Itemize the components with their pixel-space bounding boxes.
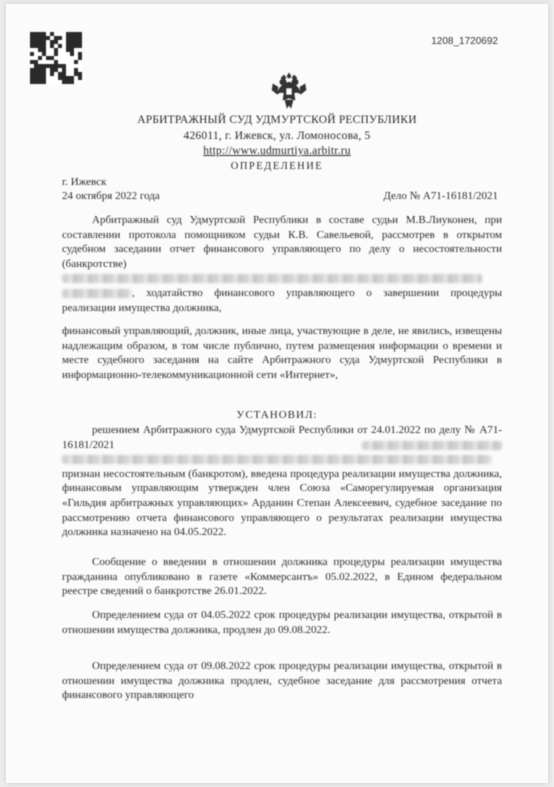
redacted-text bbox=[62, 455, 492, 464]
document-content bbox=[6, 4, 548, 783]
established-heading: УСТАНОВИЛ: bbox=[236, 409, 318, 421]
qr-code-icon bbox=[30, 32, 82, 84]
court-website-link[interactable]: http://www.udmurtiya.arbitr.ru bbox=[203, 145, 351, 157]
court-address: 426011, г. Ижевск, ул. Ломоносова, 5 bbox=[183, 130, 371, 142]
intro-text-2: финансовый управляющий, должник, иные лица, участвующие в деле, не явились, извещены надлежащим образом, в том числе публично, путем размещения информации о времени и месте судебного заседания на сайте Арбитражного суда Удмуртской Республики в информационно-телекоммуникационной сети «Интернет», bbox=[62, 325, 502, 381]
body-text-3: Определением суда от 04.05.2022 срок процедуры реализации имущества, открытой в отношении имущества должника, продлен до 09.08.2022. bbox=[62, 609, 502, 636]
double-headed-eagle-emblem-icon bbox=[269, 72, 309, 112]
body-text-1-end: признан несостоятельным (банкротом), введена процедура реализации имущества должника, финансовым управляющим утвержден член Союза «Саморегулируемая организация «Гильдия арбитражных управляющих» Арданин Степан Алексеевич, судебное заседание по рассмотрению отчета финансового управляющего о результатах реализации имущества должника назначено на 04.05.2022. bbox=[62, 467, 502, 539]
redacted-text bbox=[62, 274, 482, 283]
redacted-text bbox=[362, 441, 502, 450]
intro-paragraph-2 bbox=[62, 324, 502, 382]
document-date: 24 октября 2022 года bbox=[62, 190, 160, 202]
intro-text-1: Арбитражный суд Удмуртской Республики в составе судьи М.В.Лиуконен, при составлении протокола помощником судьи К.В. Савельевой, рассмотрев в открытом судебном заседании отчет финансового управляющего по делу о несостоятельности (банкротстве) bbox=[62, 214, 502, 270]
body-paragraph-2 bbox=[62, 555, 502, 599]
document-title: ОПРЕДЕЛЕНИЕ bbox=[230, 161, 324, 172]
document-id: 1208_1720692 bbox=[431, 36, 498, 47]
redacted-text bbox=[62, 289, 132, 298]
body-text-2: Сообщение о введении в отношении должника процедуры реализации имущества гражданина опубликовано в газете «Коммерсантъ» 05.02.2022, в Едином федеральном реестре сведений о банкротстве 26.01.2022. bbox=[62, 556, 502, 598]
body-text-4: Определением суда от 09.08.2022 срок процедуры реализации имущества, открытой в отношении имущества должника продлен, судебное заседание для рассмотрения отчета финансового управляющего bbox=[62, 660, 502, 702]
intro-paragraph-1 bbox=[62, 213, 502, 315]
case-number: Дело № А71-16181/2021 bbox=[383, 190, 498, 202]
document-page bbox=[6, 4, 548, 783]
body-paragraph-3 bbox=[62, 608, 502, 637]
body-paragraph-4 bbox=[62, 659, 502, 703]
body-paragraph-1 bbox=[62, 423, 502, 540]
intro-text-1-end: , ходатайство финансового управляющего о завершении процедуры реализации имущества должника, bbox=[62, 286, 502, 314]
court-name: АРБИТРАЖНЫЙ СУД УДМУРТСКОЙ РЕСПУБЛИКИ bbox=[137, 114, 417, 126]
document-city: г. Ижевск bbox=[62, 176, 107, 188]
body-text-1-start: решением Арбитражного суда Удмуртской Республики от 24.01.2022 по делу № А71-16181/2021 bbox=[62, 424, 502, 451]
